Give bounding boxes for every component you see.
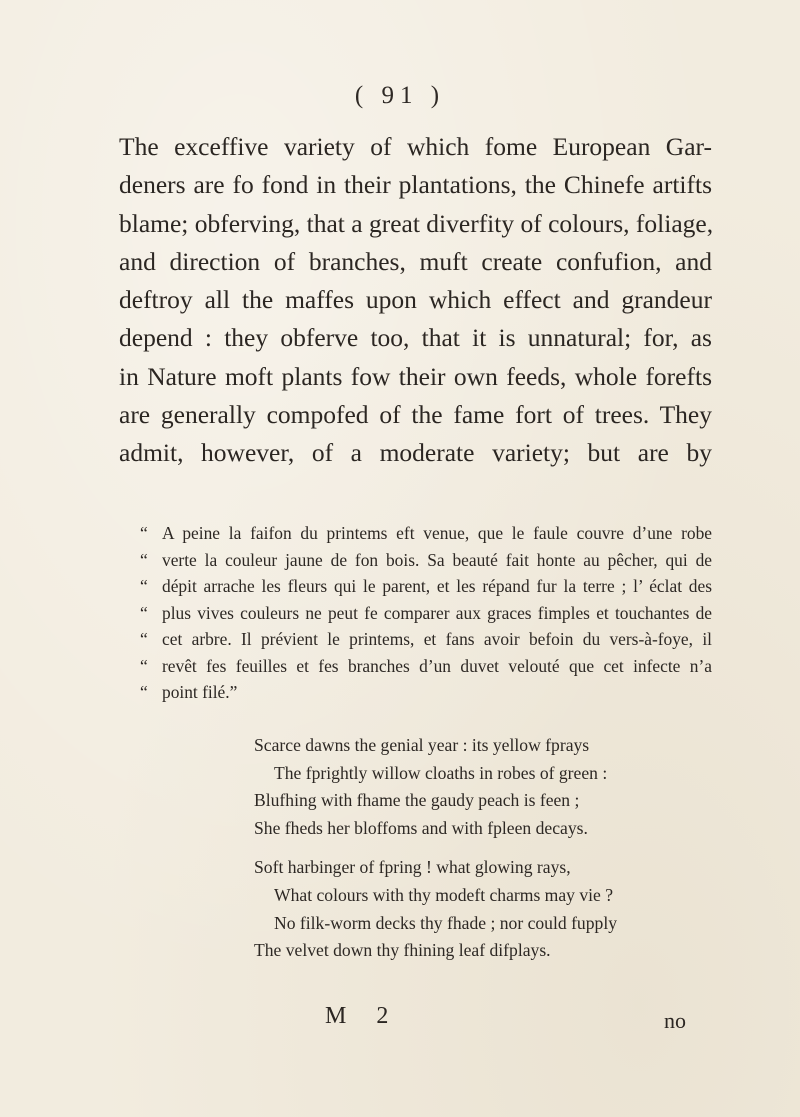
quote-mark: “ — [140, 602, 148, 623]
poem-line: No filk-worm decks thy fhade ; nor could fupply — [274, 912, 618, 933]
page-number: ( 91 ) — [354, 82, 446, 109]
quote-line-text: dépit arrache les fleurs qui le parent, et les répand fur la terre ; l’ éclat des — [162, 576, 712, 596]
poem-line: The fprightly willow cloaths in robes of green : — [274, 762, 608, 783]
quote-line-text: A peine la faifon du printems eft venue, que le faule couvre d’une robe — [162, 523, 712, 543]
quote-line-text: cet arbre. Il prévient le printems, et fans avoir befoin du vers-à-foye, il — [162, 629, 712, 649]
quote-line — [140, 573, 712, 600]
paragraph-line: deners are fo fond in their plantations, the Chinefe artifts — [119, 170, 712, 200]
poem-line: What colours with thy modeft charms may vie ? — [274, 884, 614, 905]
paragraph-line: in Nature moft plants fow their own feeds, whole forefts — [119, 361, 712, 391]
poem-stanza-2 — [254, 854, 724, 964]
quote-mark: “ — [140, 523, 148, 543]
poem — [254, 732, 724, 965]
signature-mark: M 2 — [325, 1003, 401, 1029]
paragraph-line: depend : they obferve too, that it is unnatural; for, as — [119, 323, 712, 353]
quote-line — [140, 679, 712, 706]
paragraph-line: The exceffive variety of which fome European Gar- — [119, 132, 712, 161]
quote-line-text: point filé.” — [162, 682, 238, 702]
paragraph-line: deftroy all the maffes upon which effect and grandeur — [119, 285, 712, 315]
poem-line: Scarce dawns the genial year : its yellow fprays — [254, 735, 590, 755]
paragraph-line: are generally compofed of the fame fort of trees. They — [119, 400, 712, 430]
poem-stanza-1 — [254, 732, 724, 842]
paragraph-line: admit, however, of a moderate variety; but are by — [119, 438, 712, 468]
poem-line: Soft harbinger of fpring ! what glowing rays, — [254, 857, 571, 878]
quote-mark: “ — [140, 576, 148, 596]
catchword: no — [664, 1008, 686, 1033]
quote-mark: “ — [140, 549, 148, 570]
poem-line: Blufhing with fhame the gaudy peach is feen ; — [254, 790, 580, 811]
quote-line — [140, 653, 712, 680]
quote-line-text: revêt fes feuilles et fes branches d’un duvet velouté que cet infecte n’a — [162, 655, 712, 676]
quote-line — [140, 520, 712, 547]
french-quotation — [140, 520, 712, 706]
paragraph-line: and direction of branches, muft create confufion, and — [119, 246, 712, 276]
quote-line — [140, 626, 712, 653]
poem-line: The velvet down thy fhining leaf difplays. — [254, 940, 551, 961]
quote-line — [140, 600, 712, 627]
quote-mark: “ — [140, 682, 148, 702]
quote-line-text: verte la couleur jaune de fon bois. Sa beauté fait honte au pêcher, qui de — [162, 549, 712, 570]
quote-line — [140, 547, 712, 574]
main-paragraph — [119, 128, 712, 473]
paragraph-line: blame; obferving, that a great diverfity of colours, foliage, — [119, 208, 714, 238]
quote-mark: “ — [140, 629, 148, 649]
quote-mark: “ — [140, 655, 148, 676]
poem-line: She fheds her bloffoms and with fpleen decays. — [254, 817, 588, 838]
quote-line-text: plus vives couleurs ne peut fe comparer aux graces fimples et touchantes de — [162, 602, 712, 623]
